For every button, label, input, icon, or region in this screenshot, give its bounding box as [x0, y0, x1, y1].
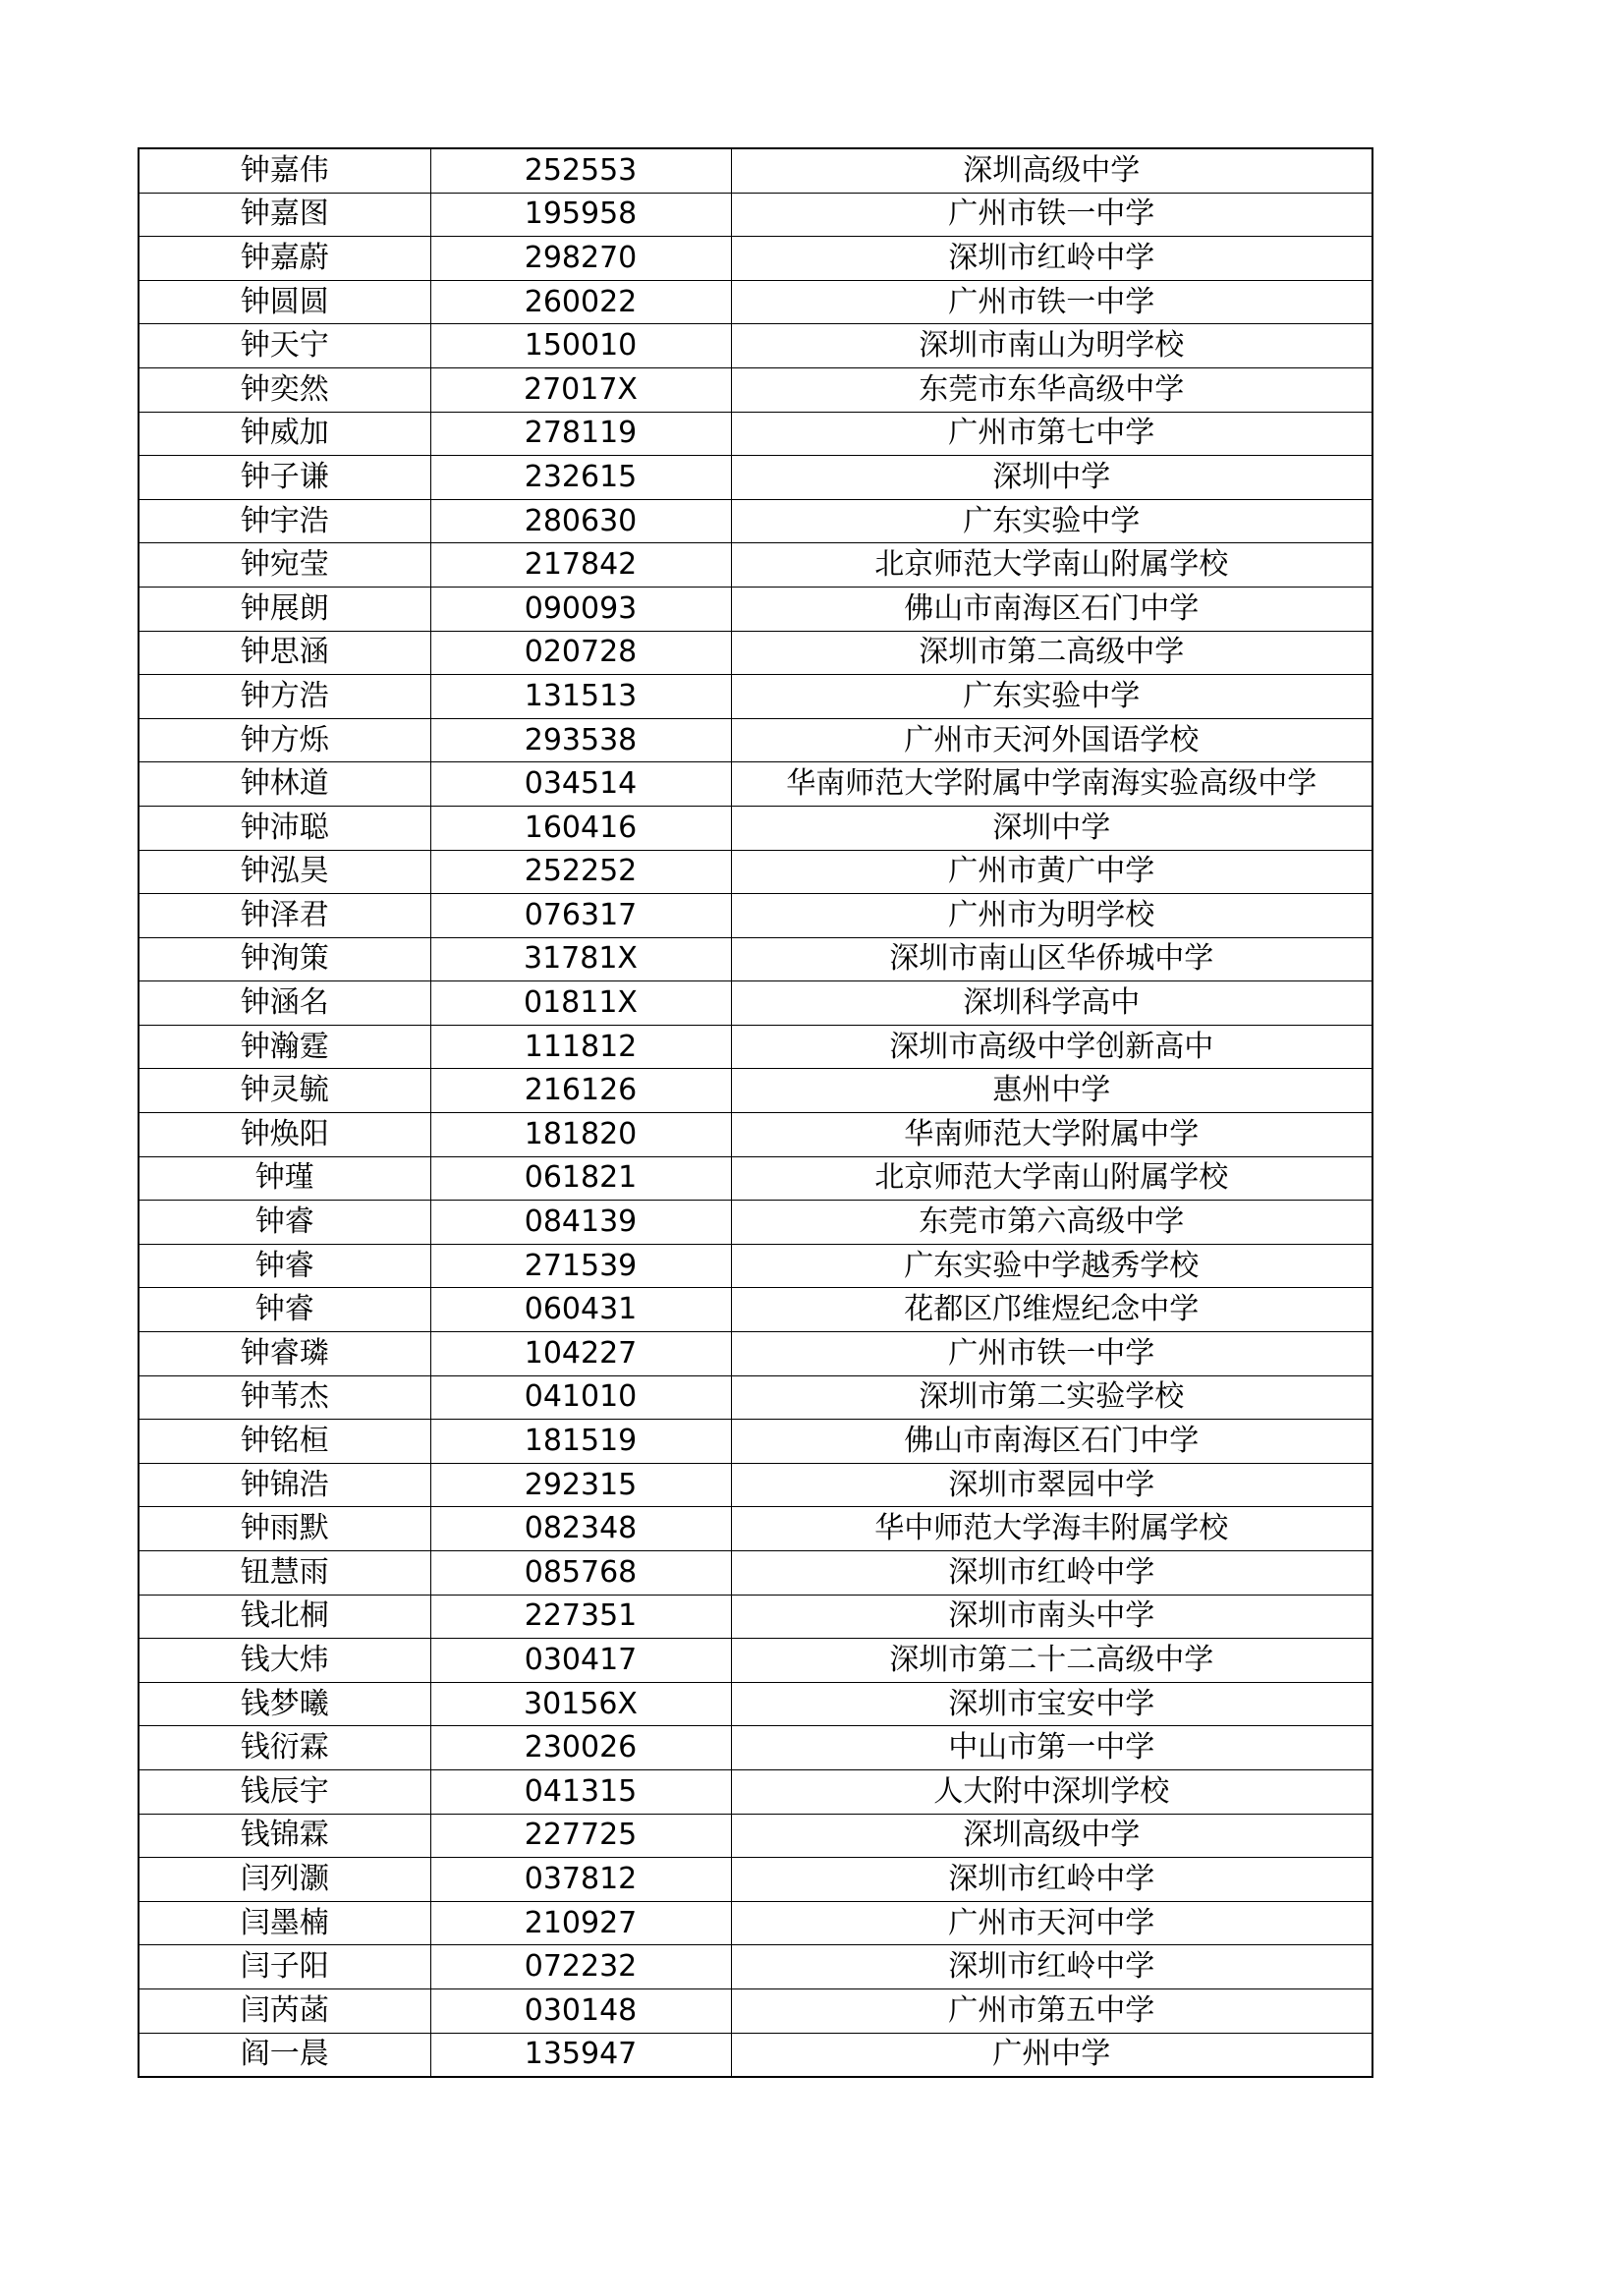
student-name-cell: 钟泓昊 [139, 850, 430, 894]
school-name-cell: 北京师范大学南山附属学校 [731, 1156, 1372, 1201]
school-name-cell: 广东实验中学 [731, 499, 1372, 543]
school-name-cell: 深圳市宝安中学 [731, 1682, 1372, 1726]
table-row [139, 981, 1372, 1026]
student-id-cell: 060431 [430, 1288, 731, 1332]
student-id-cell: 150010 [430, 324, 731, 368]
school-name-cell: 深圳市第二十二高级中学 [731, 1639, 1372, 1683]
student-id-cell: 076317 [430, 894, 731, 938]
table-row [139, 148, 1372, 193]
student-name-cell: 钟圆圆 [139, 280, 430, 324]
school-name-cell: 深圳中学 [731, 456, 1372, 500]
student-id-cell: 232615 [430, 456, 731, 500]
table-row [139, 367, 1372, 412]
school-name-cell: 北京师范大学南山附属学校 [731, 543, 1372, 588]
school-name-cell: 深圳市红岭中学 [731, 1858, 1372, 1902]
school-name-cell: 广州市黄广中学 [731, 850, 1372, 894]
table-row [139, 1463, 1372, 1507]
student-id-cell: 030148 [430, 1988, 731, 2033]
student-name-cell: 钟锦浩 [139, 1463, 430, 1507]
table-row [139, 1769, 1372, 1814]
school-name-cell: 中山市第一中学 [731, 1726, 1372, 1770]
table-row [139, 1551, 1372, 1596]
school-name-cell: 深圳市南山区华侨城中学 [731, 937, 1372, 981]
school-name-cell: 广州中学 [731, 2033, 1372, 2077]
student-id-cell: 252553 [430, 148, 731, 193]
table-row [139, 1288, 1372, 1332]
school-name-cell: 广州市天河中学 [731, 1901, 1372, 1945]
student-name-cell: 闫子阳 [139, 1945, 430, 1989]
school-name-cell: 广州市铁一中学 [731, 193, 1372, 237]
student-name-cell: 钟思涵 [139, 631, 430, 675]
table-row [139, 1726, 1372, 1770]
school-name-cell: 深圳市红岭中学 [731, 1945, 1372, 1989]
student-id-cell: 227351 [430, 1595, 731, 1639]
table-row [139, 1244, 1372, 1288]
student-name-cell: 钟沛聪 [139, 806, 430, 850]
school-name-cell: 广州市铁一中学 [731, 1332, 1372, 1376]
student-name-cell: 钱锦霖 [139, 1814, 430, 1858]
school-name-cell: 华南师范大学附属中学 [731, 1113, 1372, 1157]
student-id-cell: 217842 [430, 543, 731, 588]
student-name-cell: 钟子谦 [139, 456, 430, 500]
table-row [139, 1025, 1372, 1069]
student-id-cell: 280630 [430, 499, 731, 543]
table-row [139, 675, 1372, 719]
student-name-cell: 钟威加 [139, 412, 430, 456]
student-id-cell: 31781X [430, 937, 731, 981]
school-name-cell: 广东实验中学越秀学校 [731, 1244, 1372, 1288]
school-name-cell: 深圳市翠园中学 [731, 1463, 1372, 1507]
school-name-cell: 东莞市东华高级中学 [731, 367, 1372, 412]
school-name-cell: 深圳科学高中 [731, 981, 1372, 1026]
table-row [139, 718, 1372, 762]
school-name-cell: 深圳高级中学 [731, 148, 1372, 193]
student-id-cell: 216126 [430, 1069, 731, 1113]
student-name-cell: 钮慧雨 [139, 1551, 430, 1596]
table-row [139, 2033, 1372, 2077]
table-row [139, 1639, 1372, 1683]
roster-body [139, 148, 1372, 2077]
student-name-cell: 钟焕阳 [139, 1113, 430, 1157]
student-id-cell: 278119 [430, 412, 731, 456]
school-name-cell: 深圳市第二实验学校 [731, 1375, 1372, 1420]
school-name-cell: 深圳市南山为明学校 [731, 324, 1372, 368]
table-row [139, 324, 1372, 368]
school-name-cell: 深圳市红岭中学 [731, 1551, 1372, 1596]
school-name-cell: 深圳市南头中学 [731, 1595, 1372, 1639]
table-row [139, 280, 1372, 324]
student-name-cell: 钟苇杰 [139, 1375, 430, 1420]
student-name-cell: 钟奕然 [139, 367, 430, 412]
student-roster-table [138, 147, 1373, 2078]
table-row [139, 1507, 1372, 1551]
student-id-cell: 030417 [430, 1639, 731, 1683]
student-name-cell: 钟天宁 [139, 324, 430, 368]
table-row [139, 1988, 1372, 2033]
table-row [139, 1156, 1372, 1201]
student-name-cell: 钟灵毓 [139, 1069, 430, 1113]
table-row [139, 1332, 1372, 1376]
table-row [139, 1814, 1372, 1858]
student-id-cell: 135947 [430, 2033, 731, 2077]
student-id-cell: 090093 [430, 587, 731, 631]
student-name-cell: 钱大炜 [139, 1639, 430, 1683]
school-name-cell: 广州市为明学校 [731, 894, 1372, 938]
school-name-cell: 华南师范大学附属中学南海实验高级中学 [731, 762, 1372, 807]
student-id-cell: 230026 [430, 1726, 731, 1770]
student-name-cell: 钱北桐 [139, 1595, 430, 1639]
student-name-cell: 钟方浩 [139, 675, 430, 719]
student-name-cell: 钟睿璘 [139, 1332, 430, 1376]
table-row [139, 1420, 1372, 1464]
student-name-cell: 钟宇浩 [139, 499, 430, 543]
student-id-cell: 084139 [430, 1201, 731, 1245]
student-name-cell: 闫墨楠 [139, 1901, 430, 1945]
student-name-cell: 钱梦曦 [139, 1682, 430, 1726]
student-id-cell: 160416 [430, 806, 731, 850]
student-id-cell: 037812 [430, 1858, 731, 1902]
student-name-cell: 钟宛莹 [139, 543, 430, 588]
student-name-cell: 钟瑾 [139, 1156, 430, 1201]
table-row [139, 762, 1372, 807]
student-name-cell: 钟嘉蔚 [139, 237, 430, 281]
student-name-cell: 钱辰宇 [139, 1769, 430, 1814]
table-row [139, 806, 1372, 850]
table-row [139, 193, 1372, 237]
school-name-cell: 深圳高级中学 [731, 1814, 1372, 1858]
table-row [139, 937, 1372, 981]
school-name-cell: 人大附中深圳学校 [731, 1769, 1372, 1814]
student-id-cell: 30156X [430, 1682, 731, 1726]
student-name-cell: 钟洵策 [139, 937, 430, 981]
school-name-cell: 广州市铁一中学 [731, 280, 1372, 324]
student-id-cell: 131513 [430, 675, 731, 719]
student-id-cell: 111812 [430, 1025, 731, 1069]
student-id-cell: 227725 [430, 1814, 731, 1858]
student-id-cell: 210927 [430, 1901, 731, 1945]
school-name-cell: 花都区邝维煜纪念中学 [731, 1288, 1372, 1332]
student-name-cell: 钟瀚霆 [139, 1025, 430, 1069]
student-id-cell: 260022 [430, 280, 731, 324]
student-name-cell: 钟林道 [139, 762, 430, 807]
table-row [139, 631, 1372, 675]
student-name-cell: 钟雨默 [139, 1507, 430, 1551]
table-row [139, 1201, 1372, 1245]
school-name-cell: 深圳市第二高级中学 [731, 631, 1372, 675]
student-name-cell: 钟展朗 [139, 587, 430, 631]
school-name-cell: 华中师范大学海丰附属学校 [731, 1507, 1372, 1551]
student-id-cell: 292315 [430, 1463, 731, 1507]
student-name-cell: 钟嘉图 [139, 193, 430, 237]
table-row [139, 1595, 1372, 1639]
school-name-cell: 佛山市南海区石门中学 [731, 1420, 1372, 1464]
table-row [139, 499, 1372, 543]
table-row [139, 894, 1372, 938]
student-id-cell: 01811X [430, 981, 731, 1026]
student-id-cell: 082348 [430, 1507, 731, 1551]
student-id-cell: 034514 [430, 762, 731, 807]
student-id-cell: 195958 [430, 193, 731, 237]
school-name-cell: 广东实验中学 [731, 675, 1372, 719]
school-name-cell: 深圳市高级中学创新高中 [731, 1025, 1372, 1069]
school-name-cell: 广州市第七中学 [731, 412, 1372, 456]
table-row [139, 1858, 1372, 1902]
student-id-cell: 085768 [430, 1551, 731, 1596]
school-name-cell: 佛山市南海区石门中学 [731, 587, 1372, 631]
student-name-cell: 钟睿 [139, 1244, 430, 1288]
student-id-cell: 020728 [430, 631, 731, 675]
student-name-cell: 钟嘉伟 [139, 148, 430, 193]
student-id-cell: 181820 [430, 1113, 731, 1157]
table-row [139, 1069, 1372, 1113]
student-name-cell: 钱衍霖 [139, 1726, 430, 1770]
student-id-cell: 041315 [430, 1769, 731, 1814]
table-row [139, 1682, 1372, 1726]
school-name-cell: 深圳中学 [731, 806, 1372, 850]
school-name-cell: 惠州中学 [731, 1069, 1372, 1113]
table-row [139, 456, 1372, 500]
student-name-cell: 钟方烁 [139, 718, 430, 762]
table-row [139, 1945, 1372, 1989]
table-row [139, 543, 1372, 588]
student-name-cell: 闫芮菡 [139, 1988, 430, 2033]
school-name-cell: 深圳市红岭中学 [731, 237, 1372, 281]
student-id-cell: 181519 [430, 1420, 731, 1464]
student-id-cell: 27017X [430, 367, 731, 412]
student-id-cell: 293538 [430, 718, 731, 762]
student-id-cell: 298270 [430, 237, 731, 281]
student-name-cell: 钟睿 [139, 1288, 430, 1332]
table-row [139, 850, 1372, 894]
student-name-cell: 闫列灏 [139, 1858, 430, 1902]
school-name-cell: 广州市第五中学 [731, 1988, 1372, 2033]
table-row [139, 412, 1372, 456]
table-row [139, 1113, 1372, 1157]
student-name-cell: 钟涵名 [139, 981, 430, 1026]
school-name-cell: 东莞市第六高级中学 [731, 1201, 1372, 1245]
table-row [139, 1901, 1372, 1945]
student-id-cell: 072232 [430, 1945, 731, 1989]
school-name-cell: 广州市天河外国语学校 [731, 718, 1372, 762]
student-name-cell: 阎一晨 [139, 2033, 430, 2077]
student-name-cell: 钟铭桓 [139, 1420, 430, 1464]
table-row [139, 587, 1372, 631]
student-id-cell: 061821 [430, 1156, 731, 1201]
student-id-cell: 252252 [430, 850, 731, 894]
student-name-cell: 钟睿 [139, 1201, 430, 1245]
student-name-cell: 钟泽君 [139, 894, 430, 938]
table-row [139, 1375, 1372, 1420]
student-id-cell: 104227 [430, 1332, 731, 1376]
student-id-cell: 041010 [430, 1375, 731, 1420]
table-row [139, 237, 1372, 281]
student-id-cell: 271539 [430, 1244, 731, 1288]
